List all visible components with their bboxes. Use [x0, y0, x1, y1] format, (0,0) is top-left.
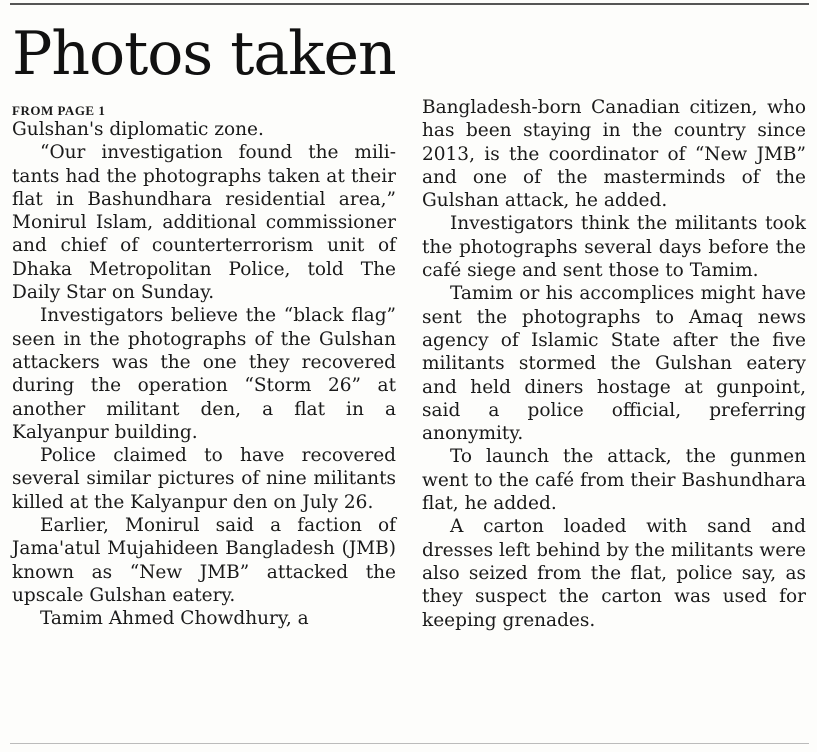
paragraph: Tamim Ahmed Chowdhury, a [40, 608, 309, 630]
bottom-rule [10, 743, 809, 744]
paragraph: A carton loaded with sand and dresses left behind by the militants were also seized from the flat, police say, as they suspect the carton was used for keeping grenades. [422, 516, 806, 631]
paragraph: “Our investigation found the militants had the photographs taken at their flat in Bashundhara residential area,” Monirul Islam, additional commissioner and chief of counterterrorism unit of Dhaka Metropolitan Police, told The Daily Star on Sunday. [12, 142, 396, 304]
paragraph: To launch the attack, the gunmen went to the café from their Bashundhara flat, he added. [422, 446, 806, 515]
paragraph: Investigators think the militants took the photographs several days before the café siege and sent those to Tamim. [422, 213, 806, 282]
dateline: FROM PAGE 1 [12, 103, 106, 118]
paragraph: Police claimed to have recovered several similar pictures of nine militants killed at the Kalyanpur den on July 26. [12, 445, 396, 513]
paragraph: Gulshan's diplomatic zone. [12, 119, 264, 140]
top-rule [10, 3, 809, 5]
right-column [422, 96, 806, 632]
paragraph: Bangladesh-born Canadian citizen, who has been staying in the country since 2013, is the coordinator of “New JMB” and one of the masterminds of the Gulshan attack, he added. [422, 97, 806, 212]
paragraph: Investigators believe the “black flag” seen in the photographs of the Gulshan attackers was the one they recovered during the operation “Storm 26” at another militant den, a flat in a Kalyanpur building. [12, 305, 396, 443]
paragraph: Tamim or his accomplices might have sent the photographs to Amaq news agency of Islamic State after the five militants stormed the Gulshan eatery and held diners hostage at gunpoint, said a police official, preferring anonymity. [422, 283, 806, 445]
left-column [12, 104, 396, 631]
headline: Photos taken [12, 19, 396, 89]
paragraph: Earlier, Monirul said a faction of Jama'atul Mujahideen Bangladesh (JMB) known as “New JMB” attacked the upscale Gulshan eatery. [12, 515, 396, 606]
